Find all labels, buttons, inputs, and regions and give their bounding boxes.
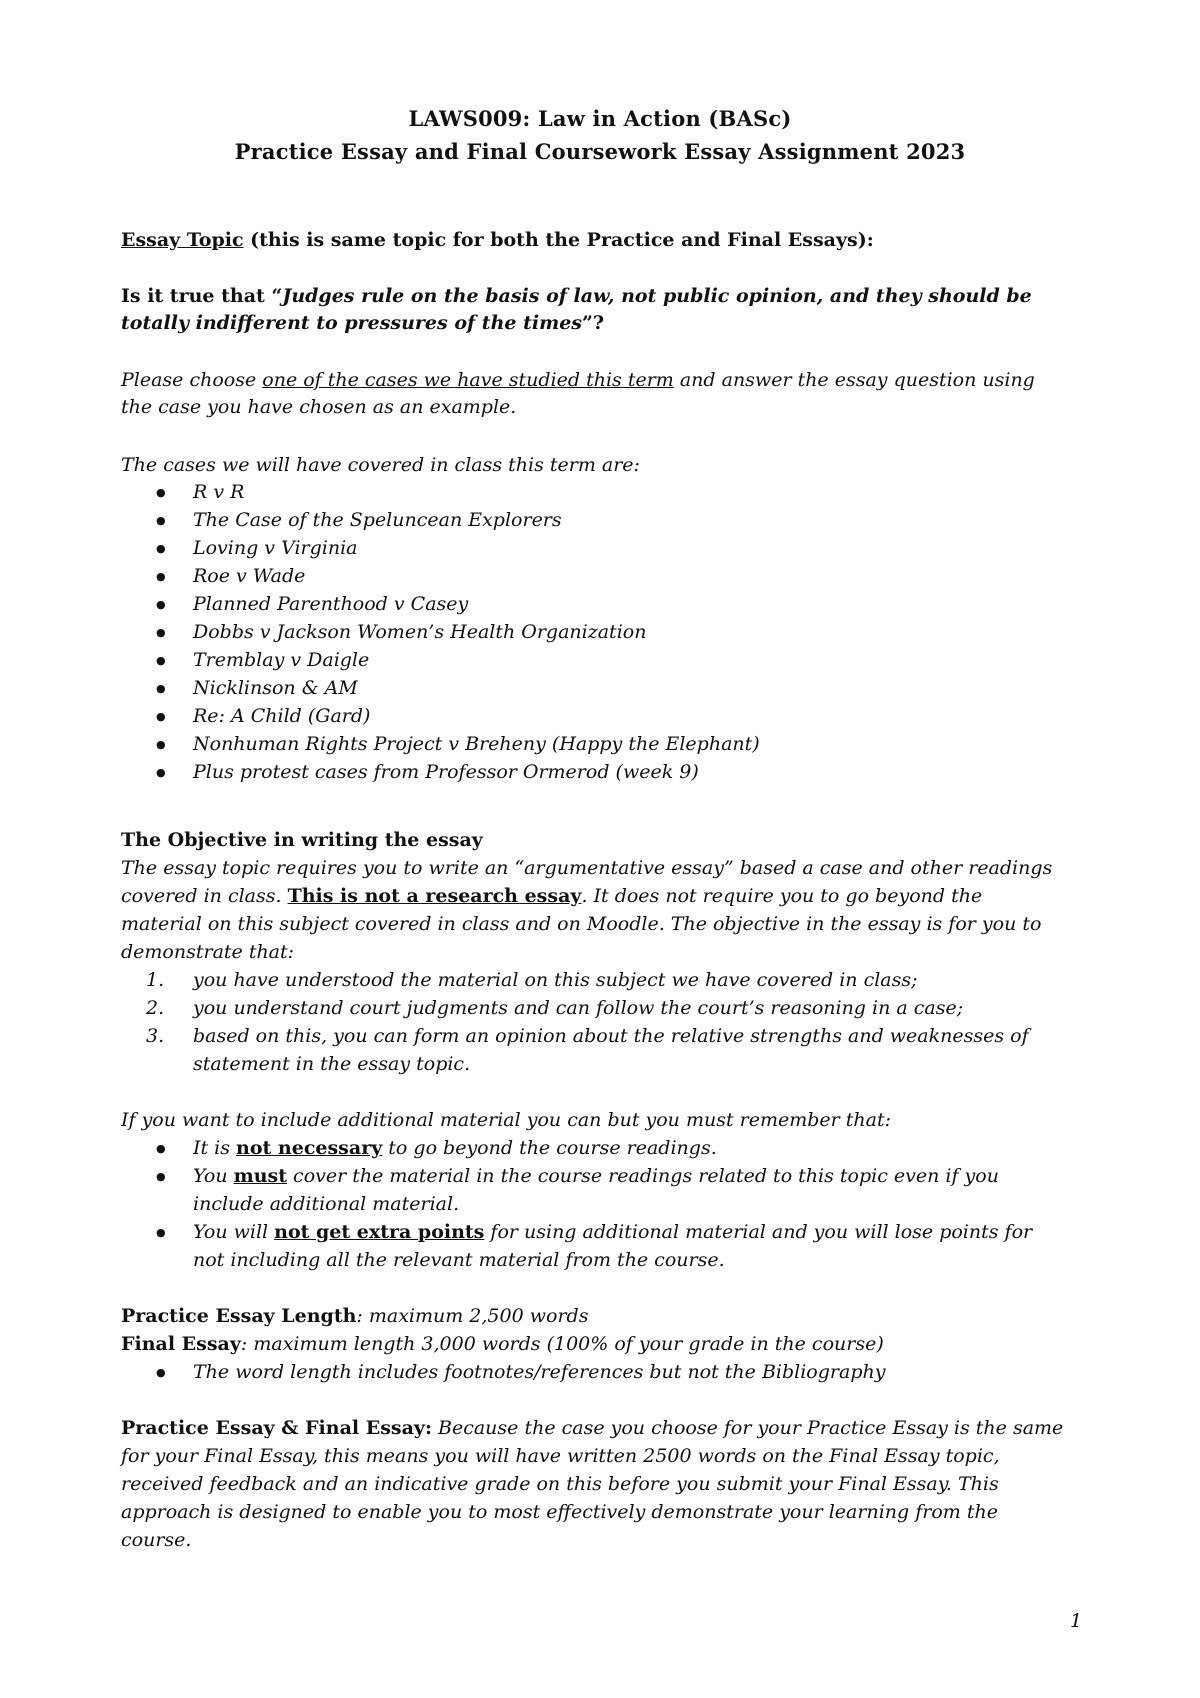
practice-length-label: Practice Essay Length [121,1305,357,1327]
case-item: Loving v Virginia [193,537,358,559]
case-item: Planned Parenthood v Casey [193,593,469,615]
bullet-icon: ● [156,1142,166,1155]
page-number: 1 [1070,1610,1083,1632]
objective-line-2 [121,883,982,910]
point-number: 3. [146,1025,165,1047]
document-subtitle: Practice Essay and Final Coursework Essay Assignment 2023 [234,139,966,164]
case-item: Nicklinson & AM [193,677,358,699]
additional-text: cover the material in the course readings related to this topic even if you [287,1165,999,1187]
case-item: Nonhuman Rights Project v Breheny (Happy the Elephant) [193,733,760,755]
final-length [121,1331,884,1358]
additional-point-3-continued: not including all the relevant material from the course. [193,1249,725,1271]
bullet-icon: ● [156,738,166,751]
objective-text: covered in class. [121,885,288,907]
bullet-icon: ● [156,626,166,639]
additional-point-1 [193,1135,717,1162]
case-item: Plus protest cases from Professor Ormerod (week 9) [193,761,699,783]
objective-point: you understand court judgments and can follow the court’s reasoning in a case; [193,997,964,1019]
additional-text: for using additional material and you will lose points for [484,1221,1033,1243]
must-emphasis: must [233,1165,288,1187]
objective-point-continued: statement in the essay topic. [193,1053,471,1075]
choose-instruction [121,367,1035,394]
essay-topic-label: Essay Topic [121,229,244,251]
choose-prefix: Please choose [121,369,263,391]
choose-underlined: one of the cases we have studied this term [262,369,674,391]
point-number: 1. [146,969,165,991]
objective-text: . It does not require you to go beyond the [581,885,983,907]
final-length-label: Final Essay [121,1333,241,1355]
bullet-icon: ● [156,514,166,527]
cases-intro: The cases we will have covered in class this term are: [121,454,640,476]
bullet-icon: ● [156,598,166,611]
bullet-icon: ● [156,542,166,555]
essay-question-text-1: Judges rule on the basis of law, not public opinion, and they should be [282,285,1032,307]
additional-intro: If you want to include additional material you can but you must remember that: [121,1109,892,1131]
bullet-icon: ● [156,654,166,667]
point-number: 2. [146,997,165,1019]
essay-question-text-2: totally indifferent to pressures of the times [121,312,582,334]
combined-line-2: for your Final Essay, this means you will have written 2500 words on the Final Essay topic, [121,1445,1000,1467]
practice-length-value: : maximum 2,500 words [356,1305,589,1327]
combined-label: Practice Essay & Final Essay: [121,1417,432,1439]
practice-length [121,1303,588,1330]
additional-text: to go beyond the course readings. [382,1137,717,1159]
bullet-icon: ● [156,486,166,499]
combined-line-4: approach is designed to enable you to most effectively demonstrate your learning from the [121,1501,998,1523]
objective-point: you have understood the material on this subject we have covered in class; [193,969,918,991]
choose-line-2: the case you have chosen as an example. [121,396,517,418]
objective-point: based on this, you can form an opinion about the relative strengths and weaknesses of [193,1025,1029,1047]
final-length-value: : maximum length 3,000 words (100% of your grade in the course) [240,1333,884,1355]
additional-point-3 [193,1219,1032,1246]
word-length-note: The word length includes footnotes/references but not the Bibliography [193,1361,886,1383]
bullet-icon: ● [156,570,166,583]
essay-topic-heading [121,227,874,254]
essay-question-line-2 [121,310,604,337]
essay-question-line-1 [121,283,1032,310]
combined-line-1 [121,1415,1063,1442]
bullet-icon: ● [156,682,166,695]
combined-line-3: received feedback and an indicative grade on this before you submit your Final Essay. This [121,1473,999,1495]
essay-question-suffix: ”? [581,312,605,334]
objective-heading: The Objective in writing the essay [121,829,483,851]
not-research-essay-emphasis: This is not a research essay [287,885,582,907]
essay-topic-suffix: (this is same topic for both the Practice and Final Essays): [243,229,874,251]
objective-line-1: The essay topic requires you to write an “argumentative essay” based a case and other readings [121,857,1053,879]
case-item: R v R [193,481,245,503]
bullet-icon: ● [156,1226,166,1239]
bullet-icon: ● [156,710,166,723]
additional-text: It is [193,1137,237,1159]
case-item: The Case of the Speluncean Explorers [193,509,562,531]
case-item: Re: A Child (Gard) [193,705,371,727]
choose-suffix: and answer the essay question using [673,369,1035,391]
additional-point-2-continued: include additional material. [193,1193,460,1215]
bullet-icon: ● [156,1366,166,1379]
bullet-icon: ● [156,1170,166,1183]
combined-line-5: course. [121,1529,192,1551]
not-necessary-emphasis: not necessary [236,1137,383,1159]
case-item: Tremblay v Daigle [193,649,370,671]
essay-question-prefix: Is it true that “ [121,285,283,307]
no-extra-points-emphasis: not get extra points [274,1221,485,1243]
case-item: Roe v Wade [193,565,306,587]
document-title: LAWS009: Law in Action (BASc) [408,106,792,131]
objective-line-4: demonstrate that: [121,941,295,963]
combined-text: Because the case you choose for your Practice Essay is the same [431,1417,1064,1439]
case-item: Dobbs v Jackson Women’s Health Organization [193,621,647,643]
additional-text: You will [193,1221,275,1243]
additional-text: You [193,1165,234,1187]
additional-point-2 [193,1163,999,1190]
objective-line-3: material on this subject covered in class and on Moodle. The objective in the essay is for you to [121,913,1042,935]
bullet-icon: ● [156,766,166,779]
